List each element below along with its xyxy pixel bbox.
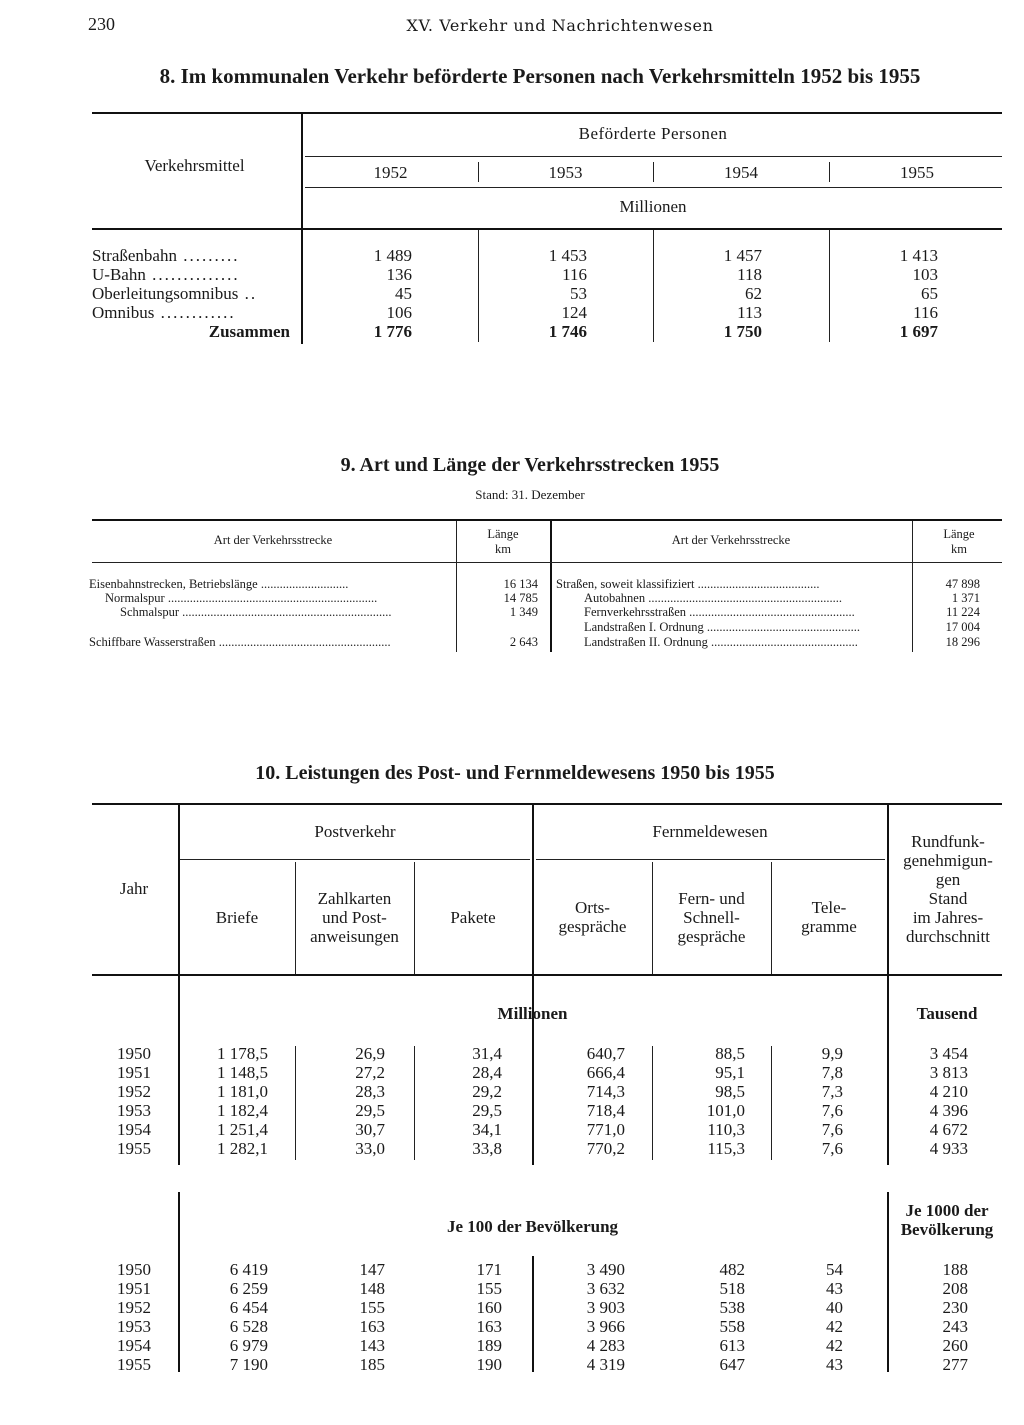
t9-left-value: 16 134 [503, 577, 538, 591]
t10-cell: 538 [719, 1298, 745, 1317]
t10-cell: 160 [476, 1298, 502, 1317]
t10-col-year: Jahr [119, 879, 149, 898]
t10-cell: 243 [942, 1317, 968, 1336]
t10-cell: 230 [942, 1298, 968, 1317]
t10-cell: 29,2 [472, 1082, 502, 1101]
t10-rundfunk-header: Rundfunk- genehmigun- gen Stand im Jahres- durchschnitt [903, 832, 993, 946]
page-number: 230 [88, 14, 115, 34]
table8-col-div [653, 230, 654, 342]
t10-cell: 30,7 [355, 1120, 385, 1139]
t9-left-label: Eisenbahnstrecken, Betriebslänge ............................ [89, 577, 349, 591]
t8-cell: 116 [562, 265, 587, 284]
t10-cell: 143 [359, 1336, 385, 1355]
t10-cell: 42 [826, 1317, 843, 1336]
t8-cell: 45 [395, 284, 412, 303]
t10-cell: 101,0 [706, 1101, 745, 1120]
t10-cell: 7,6 [821, 1120, 843, 1139]
t9-header-rule [92, 562, 1002, 563]
t8-cell: 106 [386, 303, 412, 322]
t10-col-briefe: Briefe [215, 908, 259, 927]
t10-cell: 277 [942, 1355, 968, 1374]
table8-col-div [829, 230, 830, 342]
t9-right-label: Landstraßen I. Ordnung ................................................. [584, 620, 861, 634]
t10-col-tele: Tele- gramme [801, 898, 857, 936]
t10-cell: 666,4 [586, 1063, 625, 1082]
t10-cell: 95,1 [715, 1063, 745, 1082]
t8-cell: 53 [570, 284, 587, 303]
row-label: Oberleitungsomnibus [92, 284, 239, 303]
t10-cell: 260 [942, 1336, 968, 1355]
t8-total-cell: 1 750 [723, 322, 762, 341]
t10-unit-tausend: Tausend [916, 1004, 978, 1023]
t10-cell: 98,5 [715, 1082, 745, 1101]
t9-col-length-right [913, 527, 1005, 556]
t10-cell: 4 319 [586, 1355, 625, 1374]
t10-cell: 43 [826, 1279, 843, 1298]
table8-unit: Millionen [619, 197, 687, 216]
t10-col-div [295, 1046, 296, 1160]
table-row-year: 1955 [117, 1139, 151, 1158]
t10-cell: 7,8 [821, 1063, 843, 1082]
t10-col-fern: Fern- und Schnell- gespräche [677, 889, 746, 946]
table8-year-1954: 1954 [724, 163, 758, 182]
t10-cell: 3 966 [586, 1317, 625, 1336]
table-row-year: 1953 [117, 1101, 151, 1120]
table8-total-label: Zusammen [208, 322, 290, 341]
table-row: Straßenbahn ......... [92, 246, 240, 265]
t10-group-fern: Fernmeldewesen [652, 822, 768, 841]
t10-cell: 33,0 [355, 1139, 385, 1158]
t9-length-word: Länge [943, 527, 975, 541]
t10-cell: 1 178,5 [217, 1044, 268, 1063]
t10-unit-je100: Je 100 der Bevölkerung [446, 1217, 619, 1236]
t10-cell: 29,5 [355, 1101, 385, 1120]
t10-group-rule [536, 859, 885, 860]
table8-group-header: Beförderte Personen [578, 124, 728, 143]
t8-cell: 103 [912, 265, 938, 284]
t10-cell: 43 [826, 1355, 843, 1374]
table-row-year: 1952 [117, 1082, 151, 1101]
table-row: Oberleitungsomnibus .. [92, 284, 258, 303]
t9-left-label: Schmalspur ................................................................... [120, 605, 392, 619]
t10-cell: 4 933 [929, 1139, 968, 1158]
t10-cell: 185 [359, 1355, 385, 1374]
t10-cell: 3 813 [929, 1063, 968, 1082]
row-label: Omnibus [92, 303, 155, 322]
running-title: XV. Verkehr und Nachrichtenwesen [406, 16, 714, 35]
t10-cell: 714,3 [586, 1082, 625, 1101]
t10-col-orts: Orts- gespräche [558, 898, 627, 936]
table9-title: 9. Art und Länge der Verkehrsstrecken 1955 [340, 454, 720, 476]
t10-cell: 155 [359, 1298, 385, 1317]
t9-left-value: 1 349 [509, 605, 538, 619]
t10-cell: 6 528 [229, 1317, 268, 1336]
table9-subtitle: Stand: 31. Dezember [475, 487, 585, 502]
t10-cell: 770,2 [586, 1139, 625, 1158]
t8-cell: 116 [913, 303, 938, 322]
t10-group-post: Postverkehr [314, 822, 396, 841]
t10-cell: 482 [719, 1260, 745, 1279]
t10-cell: 42 [826, 1336, 843, 1355]
t10-cell: 26,9 [355, 1044, 385, 1063]
t9-right-label: Autobahnen .............................................................. [584, 591, 842, 605]
t9-length-unit: km [951, 541, 967, 556]
t10-col-div [652, 1046, 653, 1160]
t8-cell: 1 457 [723, 246, 762, 265]
t10-cell: 6 454 [229, 1298, 268, 1317]
t8-total-cell: 1 776 [373, 322, 412, 341]
t10-col-zahlkarten: Zahlkarten und Post- anweisungen [310, 889, 399, 946]
t8-cell: 136 [386, 265, 412, 284]
t10-cell: 613 [719, 1336, 745, 1355]
t10-col-pakete: Pakete [450, 908, 496, 927]
t10-cell: 7,3 [821, 1082, 843, 1101]
t8-cell: 124 [561, 303, 587, 322]
t10-cell: 189 [476, 1336, 502, 1355]
t9-left-label: Schiffbare Wasserstraßen ....................................................... [89, 635, 391, 649]
t10-cell: 33,8 [472, 1139, 502, 1158]
t10-cell: 28,3 [355, 1082, 385, 1101]
t10-cell: 31,4 [472, 1044, 502, 1063]
t9-right-value: 1 371 [951, 591, 980, 605]
t10-cell: 771,0 [586, 1120, 625, 1139]
table8-header-rule [92, 228, 1002, 230]
table8-top-rule [92, 112, 1002, 114]
table-row-year: 1950 [117, 1044, 151, 1063]
t10-cell: 4 283 [586, 1336, 625, 1355]
t9-col-length-left [457, 527, 549, 556]
table8-year-div [653, 162, 654, 182]
t10-header-rule [92, 974, 1002, 976]
t8-cell: 1 453 [548, 246, 587, 265]
table9-top-rule [92, 519, 1002, 521]
t10-cell: 647 [719, 1355, 745, 1374]
table8-year-1955: 1955 [900, 163, 934, 182]
t8-cell: 62 [745, 284, 762, 303]
t9-length-word: Länge [487, 527, 519, 541]
t10-cell: 115,3 [707, 1139, 745, 1158]
t10-cell: 110,3 [707, 1120, 745, 1139]
t8-cell: 1 413 [899, 246, 938, 265]
table8-group-rule [305, 156, 1002, 157]
t9-left-value: 2 643 [509, 635, 538, 649]
t10-cell: 718,4 [586, 1101, 625, 1120]
t9-left-label: Normalspur ................................................................... [105, 591, 378, 605]
t8-total-cell: 1 697 [899, 322, 938, 341]
t9-right-value: 47 898 [945, 577, 980, 591]
t10-cell: 1 282,1 [217, 1139, 268, 1158]
t10-cell: 6 259 [229, 1279, 268, 1298]
table8-year-div [478, 162, 479, 182]
t10-cell: 1 182,4 [217, 1101, 268, 1120]
table8-year-1953: 1953 [548, 163, 583, 182]
t8-cell: 118 [737, 265, 762, 284]
t10-cell: 27,2 [355, 1063, 385, 1082]
t10-unit-je1000: Je 1000 der Bevölkerung [900, 1201, 994, 1239]
table-row-year: 1951 [117, 1063, 151, 1082]
t9-left-value: 14 785 [503, 591, 538, 605]
t10-cell: 3 490 [586, 1260, 625, 1279]
table-row-year: 1950 [117, 1260, 151, 1279]
t10-cell: 188 [942, 1260, 968, 1279]
table-row-year: 1955 [117, 1355, 151, 1374]
table10-top-rule [92, 803, 1002, 805]
t10-cell: 558 [719, 1317, 745, 1336]
table8-title: 8. Im kommunalen Verkehr beförderte Personen nach Verkehrsmitteln 1952 bis 1955 [159, 64, 921, 88]
table-row: Omnibus ............ [92, 303, 236, 322]
t10-cell: 88,5 [715, 1044, 745, 1063]
t10-cell: 54 [826, 1260, 843, 1279]
t10-cell: 171 [476, 1260, 502, 1279]
t10-cell: 4 672 [929, 1120, 968, 1139]
t9-right-value: 18 296 [945, 635, 980, 649]
t10-cell: 518 [719, 1279, 745, 1298]
t10-cell: 208 [942, 1279, 968, 1298]
t10-col-div [414, 1046, 415, 1160]
t10-cell: 6 979 [229, 1336, 268, 1355]
t8-cell: 65 [921, 284, 938, 303]
t10-cell: 29,5 [472, 1101, 502, 1120]
table-row-year: 1954 [117, 1120, 151, 1139]
t10-cell: 3 903 [586, 1298, 625, 1317]
table8-year-div [829, 162, 830, 182]
t10-cell: 1 251,4 [217, 1120, 268, 1139]
row-label: U-Bahn [92, 265, 146, 284]
t10-cell: 40 [826, 1298, 843, 1317]
t10-cell: 1 148,5 [217, 1063, 268, 1082]
t10-cell: 147 [359, 1260, 385, 1279]
table8-col-label: Verkehrsmittel [144, 156, 245, 175]
t10-cell: 148 [359, 1279, 385, 1298]
t9-right-label: Fernverkehrsstraßen ..................................................... [584, 605, 855, 619]
t10-cell: 7,6 [821, 1139, 843, 1158]
t10-cell: 3 632 [586, 1279, 625, 1298]
t10-unit-millionen: Millionen [497, 1004, 568, 1023]
t10-cell: 1 181,0 [217, 1082, 268, 1101]
table8-year-rule [305, 187, 1002, 188]
t9-right-label: Straßen, soweit klassifiziert ....................................... [556, 577, 820, 591]
t10-cell: 4 210 [929, 1082, 968, 1101]
table-row-year: 1954 [117, 1336, 151, 1355]
t8-cell: 113 [737, 303, 762, 322]
t10-cell: 640,7 [586, 1044, 625, 1063]
t8-total-cell: 1 746 [548, 322, 587, 341]
row-label: Straßenbahn [92, 246, 177, 265]
t9-length-unit: km [495, 541, 511, 556]
t10-cell: 163 [359, 1317, 385, 1336]
t10-col-div [771, 1046, 772, 1160]
t9-right-label: Landstraßen II. Ordnung ............................................... [584, 635, 858, 649]
t8-cell: 1 489 [373, 246, 412, 265]
t9-col-type-left: Art der Verkehrsstrecke [213, 533, 333, 547]
t10-cell: 28,4 [472, 1063, 502, 1082]
table-row: U-Bahn .............. [92, 265, 240, 284]
table-row-year: 1952 [117, 1298, 151, 1317]
table10-title: 10. Leistungen des Post- und Fernmeldewesens 1950 bis 1955 [255, 762, 775, 784]
t9-col-type-right: Art der Verkehrsstrecke [671, 533, 791, 547]
t10-cell: 155 [476, 1279, 502, 1298]
t10-cell: 163 [476, 1317, 502, 1336]
t10-cell: 9,9 [821, 1044, 843, 1063]
table-row-year: 1951 [117, 1279, 151, 1298]
t10-cell: 3 454 [929, 1044, 968, 1063]
t10-group-rule [180, 859, 530, 860]
table-row-year: 1953 [117, 1317, 151, 1336]
t10-cell: 34,1 [472, 1120, 502, 1139]
t10-cell: 190 [476, 1355, 502, 1374]
table8-year-1952: 1952 [373, 163, 408, 182]
table8-col-div [478, 230, 479, 342]
t9-right-value: 17 004 [945, 620, 980, 634]
t10-cell: 7 190 [229, 1355, 268, 1374]
t10-cell: 4 396 [929, 1101, 968, 1120]
t10-cell: 7,6 [821, 1101, 843, 1120]
t10-cell: 6 419 [229, 1260, 268, 1279]
t9-right-value: 11 224 [946, 605, 980, 619]
